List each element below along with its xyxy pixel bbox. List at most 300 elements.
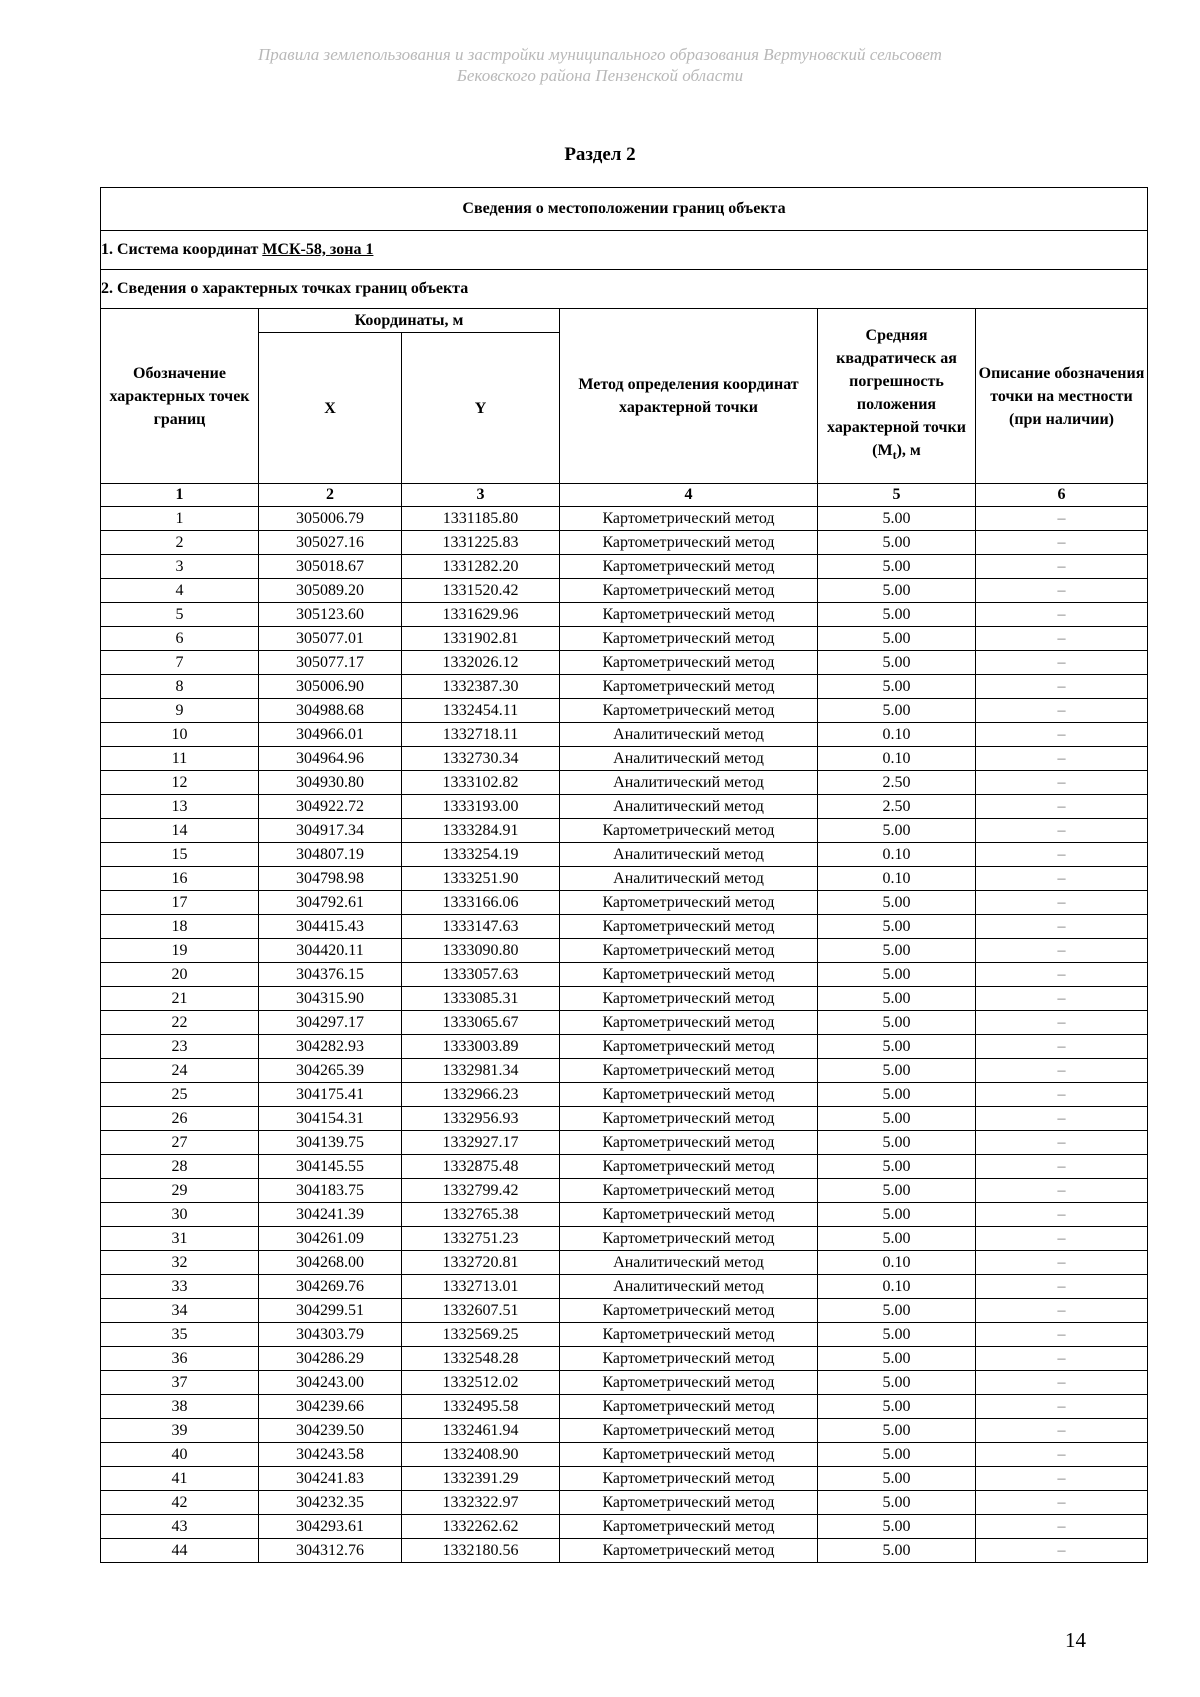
x-coordinate-cell: 304312.76 — [259, 1539, 402, 1563]
table-row — [101, 747, 1148, 771]
error-cell: 5.00 — [818, 1491, 976, 1515]
description-cell: – — [976, 1515, 1148, 1539]
y-coordinate-cell: 1333251.90 — [402, 867, 560, 891]
x-coordinate-cell: 304232.35 — [259, 1491, 402, 1515]
x-coordinate-cell: 304175.41 — [259, 1083, 402, 1107]
point-number-cell: 15 — [101, 843, 259, 867]
point-number-cell: 24 — [101, 1059, 259, 1083]
point-number-cell: 18 — [101, 915, 259, 939]
description-cell: – — [976, 1443, 1148, 1467]
method-cell: Картометрический метод — [560, 699, 818, 723]
method-cell: Аналитический метод — [560, 747, 818, 771]
column-numbers-row — [101, 484, 1148, 507]
method-cell: Картометрический метод — [560, 939, 818, 963]
y-coordinate-cell: 1332387.30 — [402, 675, 560, 699]
error-cell: 2.50 — [818, 771, 976, 795]
table-row — [101, 699, 1148, 723]
point-number-cell: 28 — [101, 1155, 259, 1179]
table-row — [101, 915, 1148, 939]
description-cell: – — [976, 915, 1148, 939]
y-coordinate-cell: 1332262.62 — [402, 1515, 560, 1539]
error-cell: 5.00 — [818, 963, 976, 987]
description-cell: – — [976, 867, 1148, 891]
error-cell: 5.00 — [818, 1371, 976, 1395]
description-cell: – — [976, 819, 1148, 843]
y-coordinate-cell: 1332512.02 — [402, 1371, 560, 1395]
point-number-cell: 6 — [101, 627, 259, 651]
y-coordinate-cell: 1331282.20 — [402, 555, 560, 579]
y-coordinate-cell: 1333166.06 — [402, 891, 560, 915]
x-coordinate-cell: 304241.39 — [259, 1203, 402, 1227]
x-coordinate-cell: 304139.75 — [259, 1131, 402, 1155]
error-cell: 5.00 — [818, 1059, 976, 1083]
error-cell: 5.00 — [818, 603, 976, 627]
method-cell: Картометрический метод — [560, 1203, 818, 1227]
col-header-error-text: Средняя квадратическ ая погрешность положения характерной точки $(M_t)$, м — [827, 327, 966, 463]
y-coordinate-cell: 1332875.48 — [402, 1155, 560, 1179]
table-row — [101, 1395, 1148, 1419]
error-cell: 5.00 — [818, 915, 976, 939]
point-number-cell: 36 — [101, 1347, 259, 1371]
table-row — [101, 939, 1148, 963]
table-row — [101, 771, 1148, 795]
x-coordinate-cell: 304282.93 — [259, 1035, 402, 1059]
point-number-cell: 14 — [101, 819, 259, 843]
method-cell: Картометрический метод — [560, 1515, 818, 1539]
description-cell: – — [976, 1251, 1148, 1275]
table-row — [101, 603, 1148, 627]
method-cell: Аналитический метод — [560, 843, 818, 867]
description-cell: – — [976, 1059, 1148, 1083]
y-coordinate-cell: 1333147.63 — [402, 915, 560, 939]
description-cell: – — [976, 651, 1148, 675]
method-cell: Аналитический метод — [560, 867, 818, 891]
y-coordinate-cell: 1332180.56 — [402, 1539, 560, 1563]
x-coordinate-cell: 305018.67 — [259, 555, 402, 579]
y-coordinate-cell: 1332927.17 — [402, 1131, 560, 1155]
y-coordinate-cell: 1332966.23 — [402, 1083, 560, 1107]
description-cell: – — [976, 963, 1148, 987]
point-number-cell: 40 — [101, 1443, 259, 1467]
method-cell: Картометрический метод — [560, 1227, 818, 1251]
x-coordinate-cell: 304415.43 — [259, 915, 402, 939]
method-cell: Картометрический метод — [560, 1299, 818, 1323]
x-coordinate-cell: 304315.90 — [259, 987, 402, 1011]
error-cell: 5.00 — [818, 1203, 976, 1227]
description-cell: – — [976, 1419, 1148, 1443]
table-row — [101, 843, 1148, 867]
x-coordinate-cell: 304988.68 — [259, 699, 402, 723]
table-row — [101, 1011, 1148, 1035]
point-number-cell: 5 — [101, 603, 259, 627]
method-cell: Картометрический метод — [560, 1155, 818, 1179]
x-coordinate-cell: 304376.15 — [259, 963, 402, 987]
y-coordinate-cell: 1332720.81 — [402, 1251, 560, 1275]
x-coordinate-cell: 305089.20 — [259, 579, 402, 603]
table-row — [101, 723, 1148, 747]
error-cell: 0.10 — [818, 843, 976, 867]
x-coordinate-cell: 304154.31 — [259, 1107, 402, 1131]
point-number-cell: 17 — [101, 891, 259, 915]
method-cell: Картометрический метод — [560, 1443, 818, 1467]
point-number-cell: 4 — [101, 579, 259, 603]
x-coordinate-cell: 304420.11 — [259, 939, 402, 963]
point-number-cell: 26 — [101, 1107, 259, 1131]
method-cell: Аналитический метод — [560, 723, 818, 747]
description-cell: – — [976, 1011, 1148, 1035]
description-cell: – — [976, 699, 1148, 723]
y-coordinate-cell: 1333085.31 — [402, 987, 560, 1011]
section-title: Раздел 2 — [564, 144, 636, 165]
description-cell: – — [976, 507, 1148, 531]
x-coordinate-cell: 305027.16 — [259, 531, 402, 555]
method-cell: Картометрический метод — [560, 1491, 818, 1515]
table-row — [101, 507, 1148, 531]
description-cell: – — [976, 1323, 1148, 1347]
error-cell: 5.00 — [818, 531, 976, 555]
x-coordinate-cell: 304293.61 — [259, 1515, 402, 1539]
error-cell: 5.00 — [818, 1155, 976, 1179]
error-cell: 5.00 — [818, 579, 976, 603]
col-header-x: X — [259, 333, 402, 484]
error-cell: 5.00 — [818, 627, 976, 651]
error-cell: 0.10 — [818, 867, 976, 891]
method-cell: Картометрический метод — [560, 819, 818, 843]
table-row — [101, 1323, 1148, 1347]
point-number-cell: 39 — [101, 1419, 259, 1443]
description-cell: – — [976, 1227, 1148, 1251]
error-cell: 5.00 — [818, 675, 976, 699]
x-coordinate-cell: 304922.72 — [259, 795, 402, 819]
point-number-cell: 20 — [101, 963, 259, 987]
method-cell: Картометрический метод — [560, 1323, 818, 1347]
error-cell: 5.00 — [818, 1227, 976, 1251]
method-cell: Картометрический метод — [560, 891, 818, 915]
method-cell: Картометрический метод — [560, 1059, 818, 1083]
y-coordinate-cell: 1332454.11 — [402, 699, 560, 723]
point-number-cell: 30 — [101, 1203, 259, 1227]
y-coordinate-cell: 1332569.25 — [402, 1323, 560, 1347]
method-cell: Картометрический метод — [560, 531, 818, 555]
x-coordinate-cell: 304964.96 — [259, 747, 402, 771]
point-number-cell: 7 — [101, 651, 259, 675]
x-coordinate-cell: 304807.19 — [259, 843, 402, 867]
coordinate-system-label: 1. Система координат — [101, 241, 263, 258]
error-cell: 5.00 — [818, 891, 976, 915]
x-coordinate-cell: 305006.90 — [259, 675, 402, 699]
boundary-points-table — [100, 187, 1148, 1563]
description-cell: – — [976, 1347, 1148, 1371]
method-cell: Картометрический метод — [560, 1131, 818, 1155]
method-cell: Картометрический метод — [560, 1371, 818, 1395]
x-coordinate-cell: 304239.66 — [259, 1395, 402, 1419]
x-coordinate-cell: 304239.50 — [259, 1419, 402, 1443]
method-cell: Картометрический метод — [560, 1011, 818, 1035]
y-coordinate-cell: 1332713.01 — [402, 1275, 560, 1299]
description-cell: – — [976, 1035, 1148, 1059]
method-cell: Картометрический метод — [560, 555, 818, 579]
y-coordinate-cell: 1332765.38 — [402, 1203, 560, 1227]
error-cell: 5.00 — [818, 1539, 976, 1563]
error-cell: 5.00 — [818, 1035, 976, 1059]
error-cell: 5.00 — [818, 1107, 976, 1131]
error-cell: 5.00 — [818, 1323, 976, 1347]
x-coordinate-cell: 304299.51 — [259, 1299, 402, 1323]
description-cell: – — [976, 723, 1148, 747]
description-cell: – — [976, 555, 1148, 579]
point-number-cell: 37 — [101, 1371, 259, 1395]
point-number-cell: 44 — [101, 1539, 259, 1563]
table-row — [101, 1083, 1148, 1107]
description-cell: – — [976, 795, 1148, 819]
error-cell: 0.10 — [818, 1275, 976, 1299]
header-line-2: Бековского района Пензенской области — [456, 66, 744, 85]
y-coordinate-cell: 1332956.93 — [402, 1107, 560, 1131]
y-coordinate-cell: 1332718.11 — [402, 723, 560, 747]
method-cell: Аналитический метод — [560, 795, 818, 819]
x-coordinate-cell: 305123.60 — [259, 603, 402, 627]
point-number-cell: 23 — [101, 1035, 259, 1059]
table-row — [101, 651, 1148, 675]
col-header-method: Метод определения координат характерной точки — [560, 309, 818, 484]
error-cell: 5.00 — [818, 1395, 976, 1419]
x-coordinate-cell: 304268.00 — [259, 1251, 402, 1275]
coordinate-system-value: МСК-58, зона 1 — [262, 241, 374, 258]
table-row — [101, 555, 1148, 579]
table-row — [101, 579, 1148, 603]
x-coordinate-cell: 304243.58 — [259, 1443, 402, 1467]
point-number-cell: 34 — [101, 1299, 259, 1323]
x-coordinate-cell: 304303.79 — [259, 1323, 402, 1347]
description-cell: – — [976, 627, 1148, 651]
description-cell: – — [976, 1491, 1148, 1515]
point-number-cell: 11 — [101, 747, 259, 771]
method-cell: Картометрический метод — [560, 651, 818, 675]
table-row — [101, 1131, 1148, 1155]
table-row — [101, 1275, 1148, 1299]
y-coordinate-cell: 1333254.19 — [402, 843, 560, 867]
y-coordinate-cell: 1332495.58 — [402, 1395, 560, 1419]
x-coordinate-cell: 304241.83 — [259, 1467, 402, 1491]
point-number-cell: 32 — [101, 1251, 259, 1275]
x-coordinate-cell: 304261.09 — [259, 1227, 402, 1251]
point-number-cell: 12 — [101, 771, 259, 795]
y-coordinate-cell: 1332461.94 — [402, 1419, 560, 1443]
points-heading: 2. Сведения о характерных точках границ объекта — [101, 270, 1148, 309]
y-coordinate-cell: 1333284.91 — [402, 819, 560, 843]
error-cell: 5.00 — [818, 1419, 976, 1443]
point-number-cell: 22 — [101, 1011, 259, 1035]
y-coordinate-cell: 1331520.42 — [402, 579, 560, 603]
error-cell: 5.00 — [818, 1443, 976, 1467]
table-row — [101, 1491, 1148, 1515]
description-cell: – — [976, 1155, 1148, 1179]
y-coordinate-cell: 1333003.89 — [402, 1035, 560, 1059]
error-cell: 2.50 — [818, 795, 976, 819]
method-cell: Картометрический метод — [560, 579, 818, 603]
y-coordinate-cell: 1331902.81 — [402, 627, 560, 651]
point-number-cell: 2 — [101, 531, 259, 555]
error-cell: 5.00 — [818, 1131, 976, 1155]
method-cell: Картометрический метод — [560, 1467, 818, 1491]
error-cell: 0.10 — [818, 747, 976, 771]
y-coordinate-cell: 1333193.00 — [402, 795, 560, 819]
col-header-y: Y — [402, 333, 560, 484]
method-cell: Аналитический метод — [560, 771, 818, 795]
method-cell: Картометрический метод — [560, 1107, 818, 1131]
description-cell: – — [976, 531, 1148, 555]
table-row — [101, 1251, 1148, 1275]
description-cell: – — [976, 1179, 1148, 1203]
description-cell: – — [976, 1107, 1148, 1131]
y-coordinate-cell: 1331185.80 — [402, 507, 560, 531]
table-row — [101, 1155, 1148, 1179]
col-header-error — [818, 309, 976, 484]
table-row — [101, 1203, 1148, 1227]
point-number-cell: 3 — [101, 555, 259, 579]
table-row — [101, 1347, 1148, 1371]
table-row — [101, 1227, 1148, 1251]
x-coordinate-cell: 304930.80 — [259, 771, 402, 795]
y-coordinate-cell: 1331629.96 — [402, 603, 560, 627]
error-cell: 5.00 — [818, 1299, 976, 1323]
error-cell: 5.00 — [818, 555, 976, 579]
point-number-cell: 1 — [101, 507, 259, 531]
y-coordinate-cell: 1332799.42 — [402, 1179, 560, 1203]
y-coordinate-cell: 1333065.67 — [402, 1011, 560, 1035]
description-cell: – — [976, 675, 1148, 699]
x-coordinate-cell: 304286.29 — [259, 1347, 402, 1371]
error-cell: 5.00 — [818, 1011, 976, 1035]
coordinate-system-row — [101, 231, 1148, 270]
y-coordinate-cell: 1331225.83 — [402, 531, 560, 555]
method-cell: Аналитический метод — [560, 1275, 818, 1299]
col-number: 2 — [259, 484, 402, 507]
col-number: 6 — [976, 484, 1148, 507]
description-cell: – — [976, 1203, 1148, 1227]
description-cell: – — [976, 747, 1148, 771]
table-row — [101, 1539, 1148, 1563]
x-coordinate-cell: 305006.79 — [259, 507, 402, 531]
method-cell: Картометрический метод — [560, 603, 818, 627]
document-header — [0, 44, 1200, 86]
point-number-cell: 35 — [101, 1323, 259, 1347]
point-number-cell: 33 — [101, 1275, 259, 1299]
x-coordinate-cell: 304265.39 — [259, 1059, 402, 1083]
method-cell: Картометрический метод — [560, 507, 818, 531]
table-row — [101, 891, 1148, 915]
error-cell: 5.00 — [818, 651, 976, 675]
table-row — [101, 1515, 1148, 1539]
error-cell: 0.10 — [818, 723, 976, 747]
table-row — [101, 1443, 1148, 1467]
y-coordinate-cell: 1332751.23 — [402, 1227, 560, 1251]
description-cell: – — [976, 1395, 1148, 1419]
y-coordinate-cell: 1332391.29 — [402, 1467, 560, 1491]
method-cell: Картометрический метод — [560, 1539, 818, 1563]
x-coordinate-cell: 304966.01 — [259, 723, 402, 747]
table-row — [101, 531, 1148, 555]
x-coordinate-cell: 304917.34 — [259, 819, 402, 843]
description-cell: – — [976, 603, 1148, 627]
method-cell: Картометрический метод — [560, 1083, 818, 1107]
table-row — [101, 867, 1148, 891]
y-coordinate-cell: 1332981.34 — [402, 1059, 560, 1083]
point-number-cell: 31 — [101, 1227, 259, 1251]
table-row — [101, 1467, 1148, 1491]
col-number: 4 — [560, 484, 818, 507]
x-coordinate-cell: 304145.55 — [259, 1155, 402, 1179]
header-line-1: Правила землепользования и застройки муниципального образования Вертуновский сельсовет — [258, 45, 942, 64]
point-number-cell: 19 — [101, 939, 259, 963]
col-number: 3 — [402, 484, 560, 507]
description-cell: – — [976, 1539, 1148, 1563]
x-coordinate-cell: 305077.01 — [259, 627, 402, 651]
method-cell: Картометрический метод — [560, 627, 818, 651]
col-header-description: Описание обозначения точки на местности (при наличии) — [976, 309, 1148, 484]
table-row — [101, 1179, 1148, 1203]
y-coordinate-cell: 1332408.90 — [402, 1443, 560, 1467]
y-coordinate-cell: 1332322.97 — [402, 1491, 560, 1515]
y-coordinate-cell: 1333057.63 — [402, 963, 560, 987]
y-coordinate-cell: 1332730.34 — [402, 747, 560, 771]
point-number-cell: 21 — [101, 987, 259, 1011]
point-number-cell: 9 — [101, 699, 259, 723]
method-cell: Картометрический метод — [560, 675, 818, 699]
table-body — [101, 507, 1148, 1563]
point-number-cell: 10 — [101, 723, 259, 747]
description-cell: – — [976, 771, 1148, 795]
col-number: 1 — [101, 484, 259, 507]
point-number-cell: 8 — [101, 675, 259, 699]
x-coordinate-cell: 304243.00 — [259, 1371, 402, 1395]
description-cell: – — [976, 1083, 1148, 1107]
x-coordinate-cell: 304183.75 — [259, 1179, 402, 1203]
point-number-cell: 27 — [101, 1131, 259, 1155]
x-coordinate-cell: 305077.17 — [259, 651, 402, 675]
method-cell: Картометрический метод — [560, 1419, 818, 1443]
method-cell: Картометрический метод — [560, 1347, 818, 1371]
error-cell: 5.00 — [818, 939, 976, 963]
error-cell: 0.10 — [818, 1251, 976, 1275]
y-coordinate-cell: 1333090.80 — [402, 939, 560, 963]
error-cell: 5.00 — [818, 699, 976, 723]
x-coordinate-cell: 304269.76 — [259, 1275, 402, 1299]
error-cell: 5.00 — [818, 1179, 976, 1203]
method-cell: Картометрический метод — [560, 1035, 818, 1059]
description-cell: – — [976, 1299, 1148, 1323]
error-cell: 5.00 — [818, 1515, 976, 1539]
error-cell: 5.00 — [818, 819, 976, 843]
table-row — [101, 675, 1148, 699]
table-row — [101, 1059, 1148, 1083]
description-cell: – — [976, 1275, 1148, 1299]
table-row — [101, 627, 1148, 651]
col-header-coordinates: Координаты, м — [259, 309, 560, 333]
table-row — [101, 1299, 1148, 1323]
error-cell: 5.00 — [818, 987, 976, 1011]
method-cell: Аналитический метод — [560, 1251, 818, 1275]
point-number-cell: 16 — [101, 867, 259, 891]
error-cell: 5.00 — [818, 1467, 976, 1491]
description-cell: – — [976, 987, 1148, 1011]
x-coordinate-cell: 304792.61 — [259, 891, 402, 915]
col-number: 5 — [818, 484, 976, 507]
description-cell: – — [976, 843, 1148, 867]
table-row — [101, 819, 1148, 843]
table-row — [101, 1035, 1148, 1059]
description-cell: – — [976, 1371, 1148, 1395]
